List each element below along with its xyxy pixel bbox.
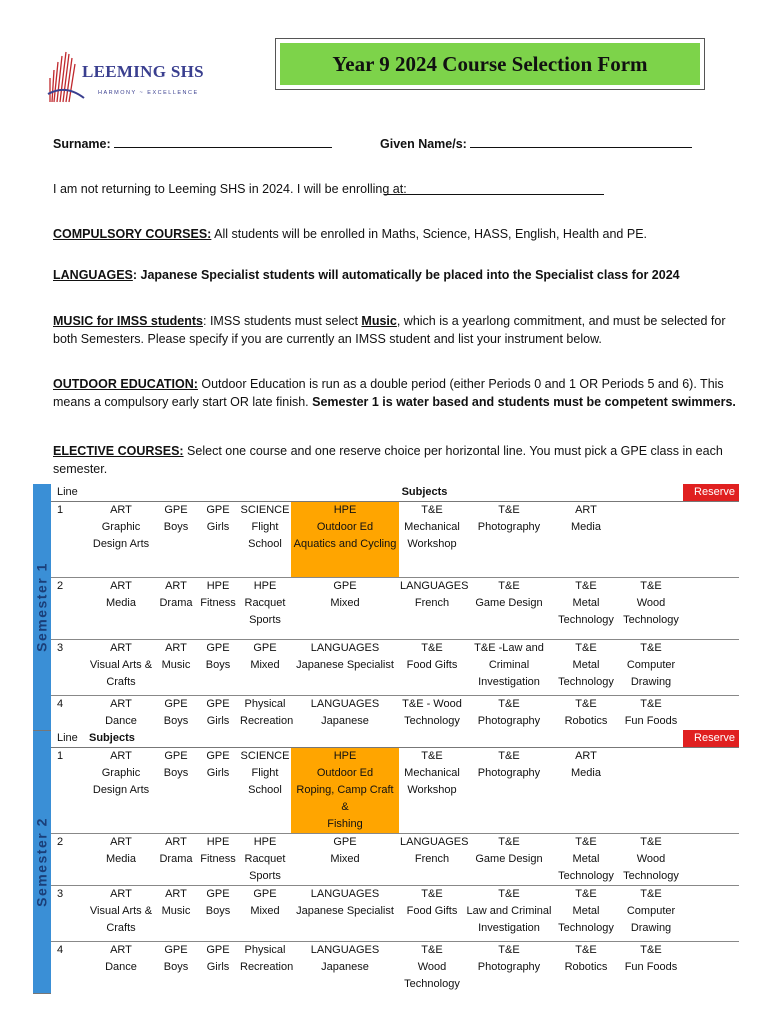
course-option-cell[interactable]: ART Music: [155, 640, 197, 696]
reserve-choice-cell[interactable]: [683, 578, 739, 640]
course-option-cell[interactable]: SCIENCE Flight School: [240, 504, 290, 550]
logo-emblem-icon: [46, 44, 86, 104]
course-option-cell[interactable]: GPE Boys: [163, 504, 189, 533]
course-option-cell[interactable]: T&E Metal Technology: [553, 834, 619, 886]
course-option-cell[interactable]: T&E Law and Criminal Investigation: [465, 886, 553, 942]
school-logo: [46, 44, 206, 104]
course-option-cell[interactable]: ART Media: [571, 504, 601, 533]
elective-heading: ELECTIVE COURSES:: [53, 444, 184, 458]
course-option-cell[interactable]: T&E Robotics: [553, 942, 619, 994]
course-option-cell[interactable]: T&E Game Design: [465, 578, 553, 640]
course-option-cell[interactable]: HPE Fitness: [197, 578, 239, 640]
reserve-column-header: Reserve: [683, 730, 739, 748]
page-title: Year 9 2024 Course Selection Form: [280, 43, 700, 85]
given-name-input-line[interactable]: [470, 133, 692, 148]
course-line-row: [33, 886, 739, 942]
line-number: 3: [51, 886, 87, 942]
course-option-cell[interactable]: T&E Wood Technology: [619, 834, 683, 886]
course-option-cell[interactable]: SCIENCE Flight School: [240, 750, 290, 796]
not-returning-text: I am not returning to Leeming SHS in 2024. I will be enrolling at:: [53, 182, 407, 196]
course-option-cell[interactable]: Physical Recreation: [239, 696, 291, 731]
compulsory-heading: COMPULSORY COURSES:: [53, 227, 212, 241]
line-number: 1: [57, 504, 64, 516]
outdoor-section: [53, 375, 743, 411]
music-body-2: , which is a yearlong commitment, and must be selected for both Semesters. Please specify if you are currently an IMSS student and list your instrument below.: [53, 314, 726, 346]
course-option-cell[interactable]: GPE Boys: [155, 696, 197, 731]
course-selection-table: [33, 484, 739, 994]
reserve-choice-cell[interactable]: [683, 942, 739, 994]
logo-name: LEEMING SHS: [82, 62, 204, 81]
languages-heading: LANGUAGES: [53, 268, 133, 282]
course-option-cell[interactable]: GPE Mixed: [239, 886, 291, 942]
elective-section: [53, 442, 743, 478]
empty-cell: [619, 748, 683, 834]
course-option-cell[interactable]: GPE Girls: [206, 750, 230, 779]
course-option-cell[interactable]: ART Visual Arts & Crafts: [87, 886, 155, 942]
course-line-row: [33, 578, 739, 640]
course-option-cell[interactable]: ART Media: [87, 834, 155, 886]
reserve-column-header: Reserve: [683, 484, 739, 502]
course-option-cell[interactable]: T&E Computer Drawing: [619, 886, 683, 942]
music-section: [53, 312, 743, 348]
course-option-cell[interactable]: LANGUAGES Japanese: [291, 696, 399, 731]
line-number: 2: [51, 834, 87, 886]
semester-label-cell: [33, 484, 51, 730]
course-table-body: [33, 484, 739, 994]
course-option-cell[interactable]: T&E Wood Technology: [399, 942, 465, 994]
course-option-cell[interactable]: GPE Boys: [197, 886, 239, 942]
course-option-cell[interactable]: ART Graphic Design Arts: [92, 750, 150, 796]
empty-cell: [619, 502, 683, 578]
course-option-cell[interactable]: ART Dance: [87, 942, 155, 994]
course-option-cell[interactable]: T&E Photography: [465, 696, 553, 731]
course-option-cell[interactable]: T&E -Law and Criminal Investigation: [465, 640, 553, 696]
course-option-cell[interactable]: T&E Mechanical Workshop: [404, 750, 460, 796]
course-option-cell[interactable]: HPE Outdoor Ed Aquatics and Cycling: [291, 502, 399, 578]
course-option-cell[interactable]: GPE Mixed: [239, 640, 291, 696]
semester-label: Semester 1: [33, 561, 50, 652]
course-option-cell[interactable]: T&E Photography: [477, 750, 541, 779]
course-option-cell[interactable]: GPE Girls: [197, 942, 239, 994]
course-option-cell[interactable]: ART Dance: [87, 696, 155, 731]
course-option-cell[interactable]: T&E Photography: [465, 942, 553, 994]
music-heading: MUSIC for IMSS students: [53, 314, 204, 328]
course-option-cell[interactable]: T&E Robotics: [553, 696, 619, 731]
course-option-cell[interactable]: T&E Photography: [477, 504, 541, 533]
line-number: 4: [51, 942, 87, 994]
course-option-cell[interactable]: T&E Fun Foods: [619, 696, 683, 731]
enrolling-at-input-line[interactable]: [384, 180, 604, 195]
course-option-cell[interactable]: GPE Mixed: [291, 834, 399, 886]
line-number: 2: [51, 578, 87, 640]
elective-body: Select one course and one reserve choice per horizontal line. You must pick a GPE class in each semester.: [53, 444, 723, 476]
course-option-cell[interactable]: LANGUAGES French: [399, 834, 465, 886]
course-option-cell[interactable]: ART Media: [87, 578, 155, 640]
course-option-cell[interactable]: ART Media: [571, 750, 601, 779]
outdoor-body: Outdoor Education is run as a double period (either Periods 0 and 1 OR Periods 5 and 6). This means a compulsory early start OR late finish.: [53, 377, 724, 409]
outdoor-bold-note: Semester 1 is water based and students must be competent swimmers.: [312, 395, 736, 409]
course-option-cell[interactable]: ART Drama: [155, 578, 197, 640]
reserve-choice-cell[interactable]: [683, 748, 739, 834]
course-option-cell[interactable]: ART Graphic Design Arts: [92, 504, 150, 550]
line-number: 4: [51, 696, 87, 731]
course-option-cell[interactable]: HPE Fitness: [197, 834, 239, 886]
course-line-row: [33, 748, 739, 834]
course-line-row: [33, 640, 739, 696]
course-line-row: [33, 942, 739, 994]
logo-tagline: HARMONY ~ EXCELLENCE: [98, 90, 199, 96]
given-name-label: Given Name/s:: [380, 137, 467, 151]
course-option-cell[interactable]: ART Visual Arts & Crafts: [87, 640, 155, 696]
semester-label: Semester 2: [33, 816, 50, 907]
course-option-cell[interactable]: GPE Mixed: [291, 578, 399, 640]
course-option-cell[interactable]: T&E Metal Technology: [553, 578, 619, 640]
semester-header-row: [33, 730, 739, 748]
line-column-header: Line: [51, 484, 87, 502]
course-option-cell[interactable]: T&E Computer Drawing: [619, 640, 683, 696]
surname-input-line[interactable]: [114, 133, 332, 148]
subjects-column-header: Subjects: [87, 730, 683, 748]
course-option-cell[interactable]: HPE Racquet Sports: [239, 578, 291, 640]
compulsory-section: [53, 225, 743, 243]
course-line-row: [33, 502, 739, 578]
semester-header-row: [33, 484, 739, 502]
reserve-choice-cell[interactable]: [683, 640, 739, 696]
course-option-cell[interactable]: Physical Recreation: [239, 942, 291, 994]
music-body-1: : IMSS students must select: [203, 314, 362, 328]
outdoor-heading: OUTDOOR EDUCATION:: [53, 377, 198, 391]
course-option-cell[interactable]: T&E Fun Foods: [619, 942, 683, 994]
languages-body: : Japanese Specialist students will automatically be placed into the Specialist class for 2024: [132, 268, 680, 282]
line-number: 3: [51, 640, 87, 696]
course-option-cell[interactable]: GPE Boys: [163, 750, 189, 779]
course-option-cell[interactable]: GPE Boys: [155, 942, 197, 994]
surname-label: Surname:: [53, 137, 111, 151]
course-option-cell[interactable]: ART Drama: [155, 834, 197, 886]
course-option-cell[interactable]: LANGUAGES Japanese Specialist: [291, 640, 399, 696]
music-keyword: Music: [361, 314, 397, 328]
course-line-row: [33, 696, 739, 731]
languages-section: [53, 266, 743, 284]
compulsory-body: All students will be enrolled in Maths, Science, HASS, English, Health and PE.: [211, 227, 648, 241]
course-option-cell[interactable]: GPE Girls: [206, 504, 230, 533]
course-option-cell[interactable]: T&E Game Design: [465, 834, 553, 886]
line-number: 1: [57, 750, 64, 762]
course-option-cell[interactable]: GPE Boys: [197, 640, 239, 696]
course-option-cell[interactable]: ART Music: [155, 886, 197, 942]
course-option-cell[interactable]: T&E - Wood Technology: [399, 696, 465, 731]
course-option-cell[interactable]: T&E Mechanical Workshop: [404, 504, 460, 550]
title-box: [275, 38, 705, 90]
reserve-choice-cell[interactable]: [683, 886, 739, 942]
reserve-choice-cell[interactable]: [683, 696, 739, 731]
line-column-header: Line: [51, 730, 87, 748]
course-option-cell[interactable]: T&E Food Gifts: [399, 886, 465, 942]
reserve-choice-cell[interactable]: [683, 502, 739, 578]
reserve-choice-cell[interactable]: [683, 834, 739, 886]
surname-field[interactable]: [53, 133, 332, 153]
course-option-cell[interactable]: T&E Metal Technology: [553, 886, 619, 942]
course-option-cell[interactable]: LANGUAGES Japanese Specialist: [291, 886, 399, 942]
course-option-cell[interactable]: HPE Outdoor Ed Roping, Camp Craft & Fishing: [291, 748, 399, 834]
given-name-field[interactable]: [380, 133, 692, 153]
enrolling-at-field[interactable]: [384, 180, 604, 200]
course-option-cell[interactable]: LANGUAGES Japanese: [291, 942, 399, 994]
semester-label-cell: [33, 730, 51, 994]
course-option-cell[interactable]: T&E Wood Technology: [619, 578, 683, 640]
course-option-cell[interactable]: LANGUAGES French: [399, 578, 465, 640]
course-line-row: [33, 834, 739, 886]
subjects-column-header: Subjects: [87, 484, 683, 502]
course-option-cell[interactable]: GPE Girls: [197, 696, 239, 731]
course-option-cell[interactable]: T&E Food Gifts: [399, 640, 465, 696]
course-option-cell[interactable]: T&E Metal Technology: [553, 640, 619, 696]
course-option-cell[interactable]: HPE Racquet Sports: [239, 834, 291, 886]
